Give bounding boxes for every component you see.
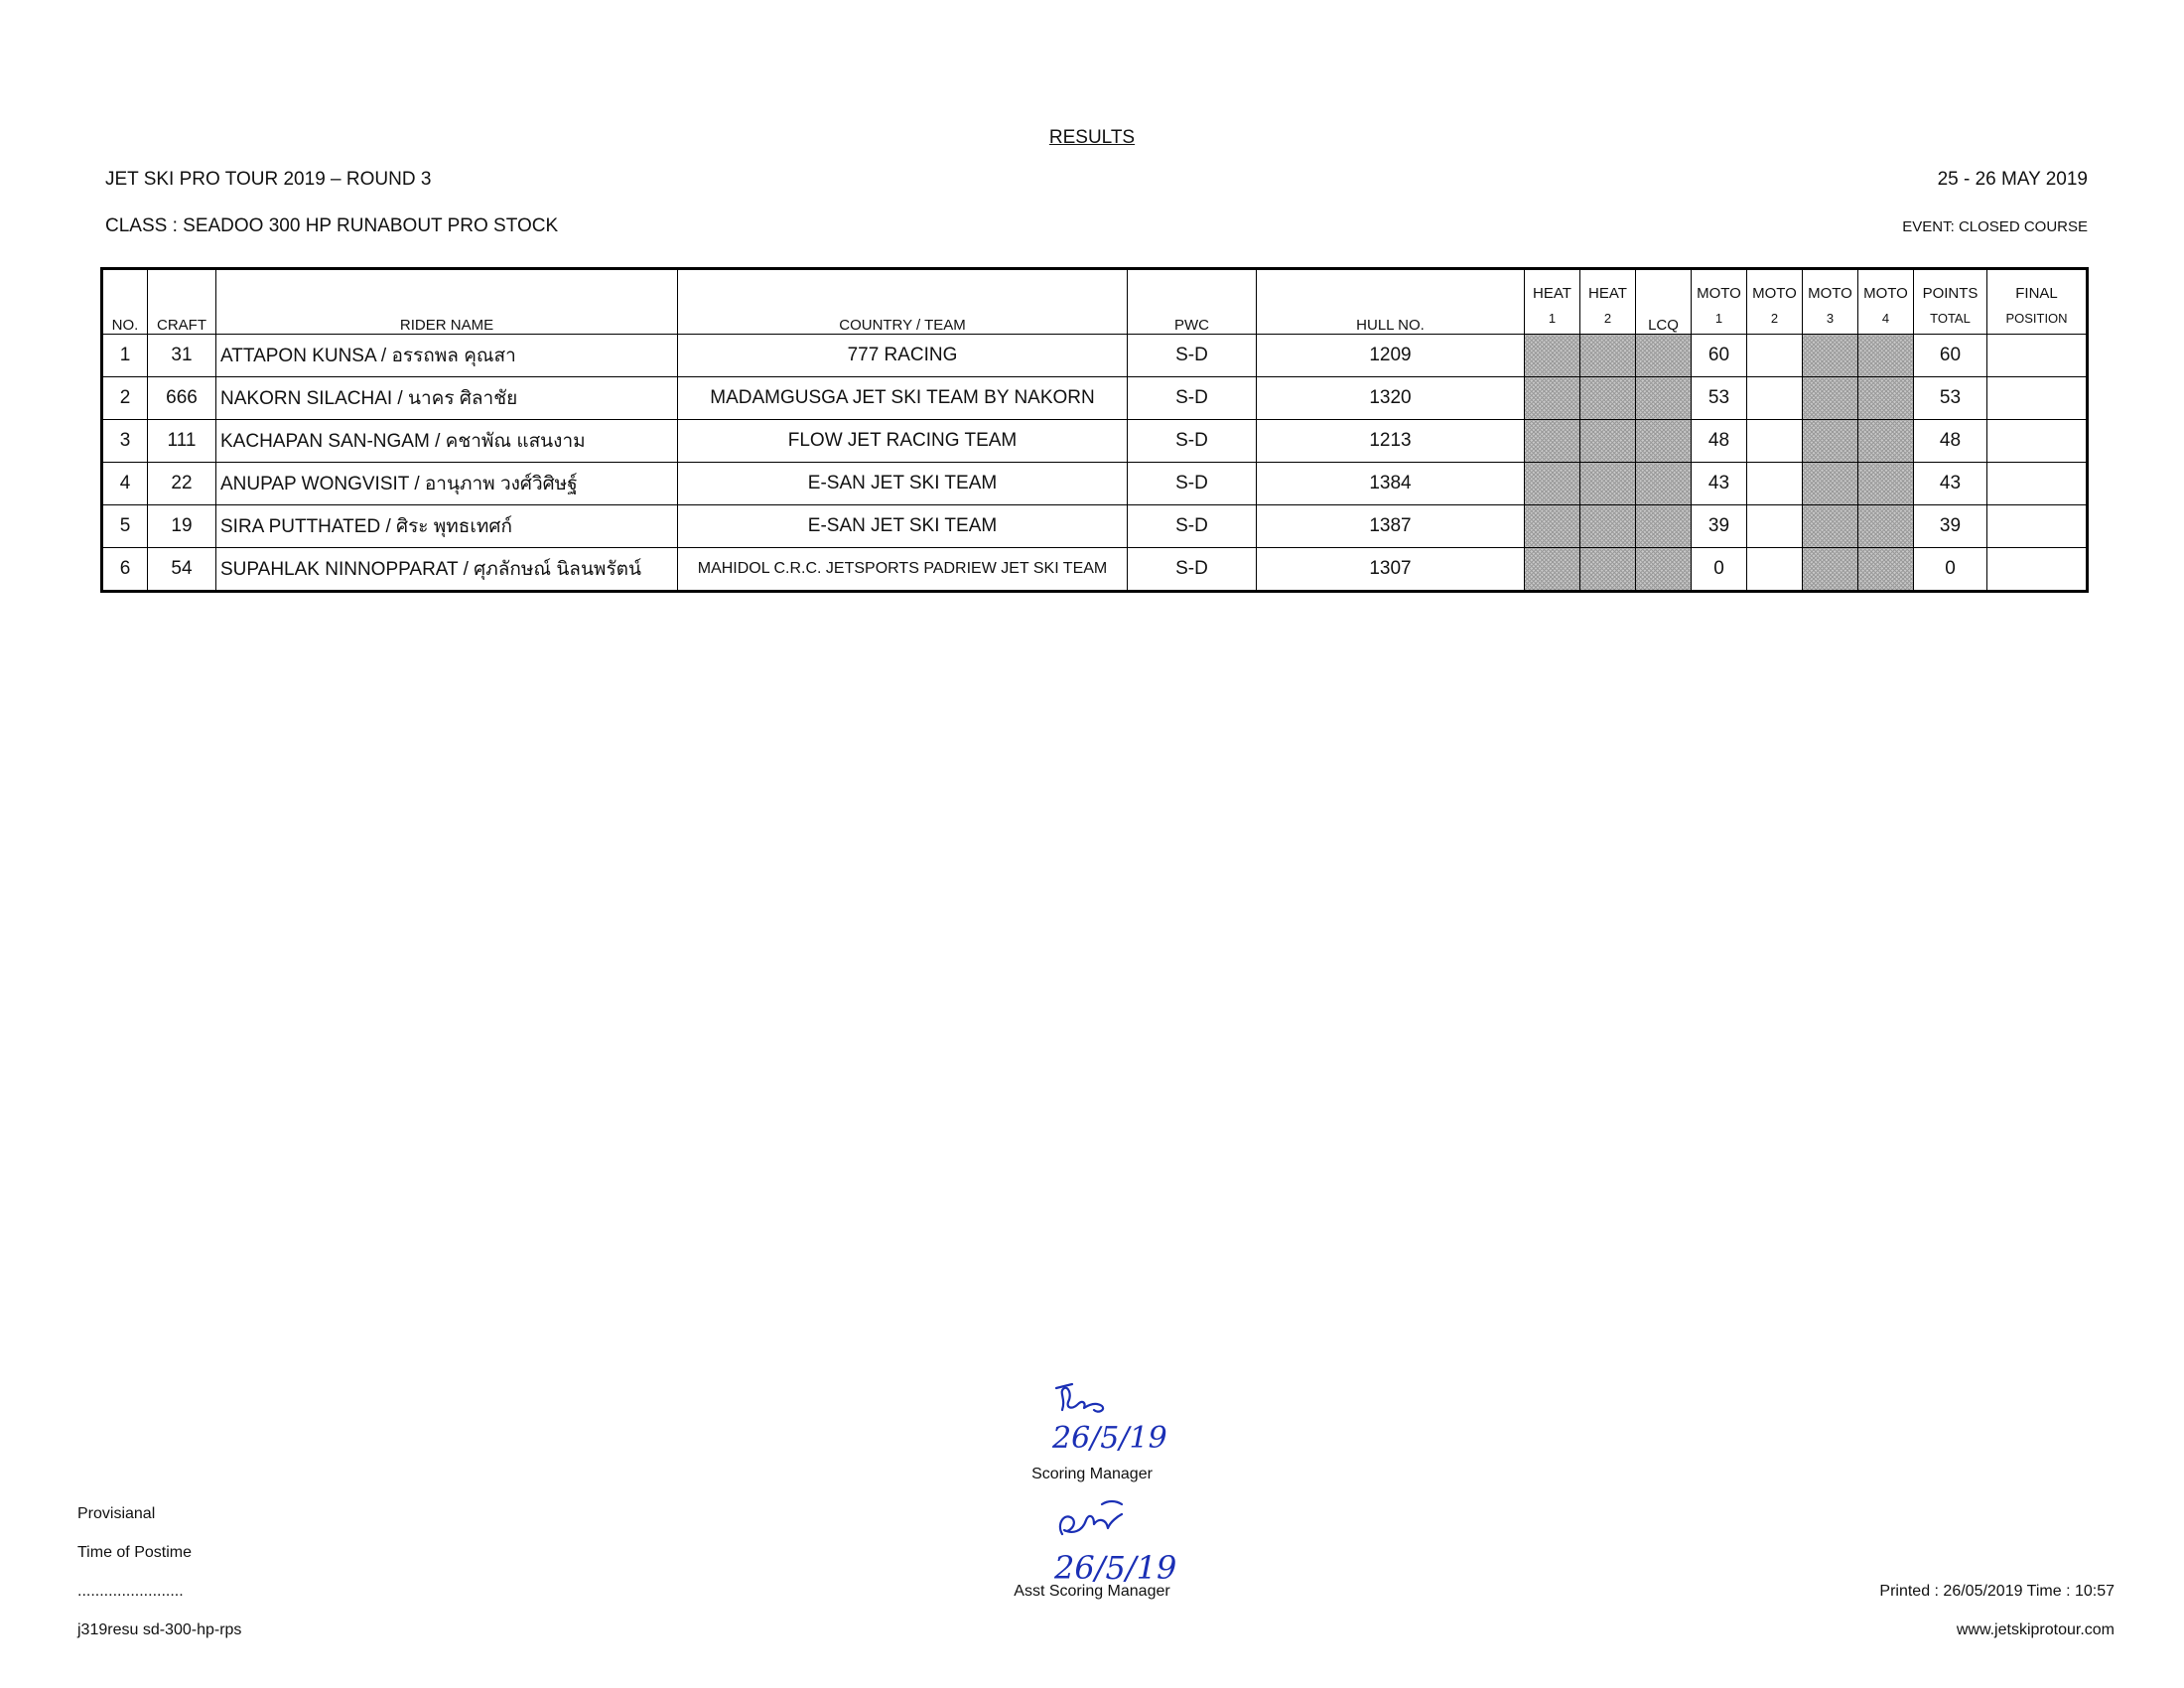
- header-lcq: LCQ: [1636, 269, 1692, 335]
- table-row: [102, 335, 2088, 377]
- asst-scoring-manager-signature: [1042, 1494, 1181, 1589]
- cell-no: 5: [102, 505, 148, 548]
- cell-moto2: [1747, 548, 1803, 592]
- header-country-team: COUNTRY / TEAM: [678, 269, 1128, 335]
- header-points: POINTS: [1914, 269, 1987, 303]
- header-heat2: HEAT: [1580, 269, 1636, 303]
- cell-hull: 1320: [1257, 377, 1525, 420]
- cell-heat2-shaded: [1580, 377, 1636, 420]
- cell-craft: 19: [148, 505, 216, 548]
- cell-lcq-shaded: [1636, 335, 1692, 377]
- cell-no: 4: [102, 463, 148, 505]
- posting-time-blank: ........................: [77, 1583, 184, 1600]
- cell-moto3-shaded: [1803, 548, 1858, 592]
- header-moto3-num: 3: [1803, 302, 1858, 335]
- header-craft: CRAFT: [148, 269, 216, 335]
- cell-heat2-shaded: [1580, 505, 1636, 548]
- header-pwc: PWC: [1128, 269, 1257, 335]
- cell-moto4-shaded: [1858, 335, 1914, 377]
- cell-rider-name: ATTAPON KUNSA / อรรถพล คุณสา: [216, 335, 678, 377]
- cell-team: E-SAN JET SKI TEAM: [678, 463, 1128, 505]
- cell-craft: 22: [148, 463, 216, 505]
- cell-no: 1: [102, 335, 148, 377]
- cell-lcq-shaded: [1636, 463, 1692, 505]
- header-heat2-num: 2: [1580, 302, 1636, 335]
- cell-hull: 1307: [1257, 548, 1525, 592]
- cell-moto1: 39: [1692, 505, 1747, 548]
- header-final: FINAL: [1987, 269, 2088, 303]
- class-name: CLASS : SEADOO 300 HP RUNABOUT PRO STOCK: [105, 215, 559, 236]
- website-url: www.jetskiprotour.com: [1956, 1621, 2115, 1638]
- event-dates: 25 - 26 MAY 2019: [1937, 169, 2088, 190]
- cell-rider-name: KACHAPAN SAN-NGAM / คชาพัณ แสนงาม: [216, 420, 678, 463]
- cell-craft: 111: [148, 420, 216, 463]
- cell-lcq-shaded: [1636, 420, 1692, 463]
- cell-points: 0: [1914, 548, 1987, 592]
- cell-craft: 31: [148, 335, 216, 377]
- cell-moto4-shaded: [1858, 377, 1914, 420]
- cell-moto4-shaded: [1858, 420, 1914, 463]
- signature2-date: 26/5/19: [1054, 1549, 1177, 1587]
- table-row: [102, 420, 2088, 463]
- cell-moto4-shaded: [1858, 463, 1914, 505]
- cell-moto3-shaded: [1803, 335, 1858, 377]
- cell-no: 3: [102, 420, 148, 463]
- header-heat1: HEAT: [1525, 269, 1580, 303]
- cell-rider-name: ANUPAP WONGVISIT / อานุภาพ วงศ์วิศิษฐ์: [216, 463, 678, 505]
- table-row: [102, 463, 2088, 505]
- header-moto4: MOTO: [1858, 269, 1914, 303]
- cell-team: E-SAN JET SKI TEAM: [678, 505, 1128, 548]
- header-heat1-num: 1: [1525, 302, 1580, 335]
- cell-moto1: 0: [1692, 548, 1747, 592]
- cell-lcq-shaded: [1636, 548, 1692, 592]
- table-row: [102, 505, 2088, 548]
- provisional-label: Provisianal: [77, 1505, 156, 1522]
- event-name: JET SKI PRO TOUR 2019 – ROUND 3: [105, 169, 432, 190]
- file-code: j319resu sd-300-hp-rps: [77, 1621, 242, 1638]
- cell-craft: 54: [148, 548, 216, 592]
- header-no: NO.: [102, 269, 148, 335]
- cell-moto2: [1747, 505, 1803, 548]
- cell-moto2: [1747, 420, 1803, 463]
- cell-final: [1987, 335, 2088, 377]
- cell-hull: 1209: [1257, 335, 1525, 377]
- table-row: [102, 548, 2088, 592]
- cell-heat1-shaded: [1525, 377, 1580, 420]
- cell-final: [1987, 377, 2088, 420]
- cell-final: [1987, 463, 2088, 505]
- cell-pwc: S-D: [1128, 377, 1257, 420]
- header-moto2: MOTO: [1747, 269, 1803, 303]
- cell-moto4-shaded: [1858, 548, 1914, 592]
- cell-heat2-shaded: [1580, 463, 1636, 505]
- cell-moto1: 53: [1692, 377, 1747, 420]
- cell-heat2-shaded: [1580, 548, 1636, 592]
- cell-points: 60: [1914, 335, 1987, 377]
- cell-heat2-shaded: [1580, 420, 1636, 463]
- cell-moto3-shaded: [1803, 420, 1858, 463]
- page-title: RESULTS: [1048, 127, 1136, 148]
- header-hull-no: HULL NO.: [1257, 269, 1525, 335]
- cell-points: 48: [1914, 420, 1987, 463]
- cell-craft: 666: [148, 377, 216, 420]
- header-moto2-num: 2: [1747, 302, 1803, 335]
- cell-heat1-shaded: [1525, 420, 1580, 463]
- cell-lcq-shaded: [1636, 505, 1692, 548]
- scoring-manager-label: Scoring Manager: [1031, 1466, 1153, 1482]
- cell-final: [1987, 505, 2088, 548]
- cell-moto1: 48: [1692, 420, 1747, 463]
- header-moto3: MOTO: [1803, 269, 1858, 303]
- cell-rider-name: SUPAHLAK NINNOPPARAT / ศุภลักษณ์ นิลนพรัตน์: [216, 548, 678, 592]
- scoring-manager-signature: [1032, 1380, 1171, 1470]
- cell-no: 6: [102, 548, 148, 592]
- cell-points: 43: [1914, 463, 1987, 505]
- cell-pwc: S-D: [1128, 463, 1257, 505]
- cell-pwc: S-D: [1128, 335, 1257, 377]
- cell-moto2: [1747, 463, 1803, 505]
- cell-lcq-shaded: [1636, 377, 1692, 420]
- cell-final: [1987, 420, 2088, 463]
- cell-points: 39: [1914, 505, 1987, 548]
- cell-heat2-shaded: [1580, 335, 1636, 377]
- cell-team: MAHIDOL C.R.C. JETSPORTS PADRIEW JET SKI TEAM: [678, 548, 1128, 592]
- event-type: EVENT: CLOSED COURSE: [1902, 218, 2088, 235]
- time-of-posting-label: Time of Postime: [77, 1544, 192, 1561]
- cell-moto1: 43: [1692, 463, 1747, 505]
- header-points-total: TOTAL: [1914, 302, 1987, 335]
- cell-team: FLOW JET RACING TEAM: [678, 420, 1128, 463]
- asst-scoring-manager-label: Asst Scoring Manager: [1014, 1583, 1170, 1600]
- header-final-position: POSITION: [1987, 302, 2088, 335]
- cell-moto4-shaded: [1858, 505, 1914, 548]
- header-rider-name: RIDER NAME: [216, 269, 678, 335]
- cell-pwc: S-D: [1128, 420, 1257, 463]
- cell-moto3-shaded: [1803, 377, 1858, 420]
- cell-team: 777 RACING: [678, 335, 1128, 377]
- cell-points: 53: [1914, 377, 1987, 420]
- signature1-date: 26/5/19: [1052, 1421, 1167, 1456]
- cell-heat1-shaded: [1525, 548, 1580, 592]
- cell-heat1-shaded: [1525, 505, 1580, 548]
- cell-moto2: [1747, 335, 1803, 377]
- cell-rider-name: NAKORN SILACHAI / นาคร ศิลาชัย: [216, 377, 678, 420]
- cell-rider-name: SIRA PUTTHATED / ศิระ พุทธเทศก์: [216, 505, 678, 548]
- cell-hull: 1213: [1257, 420, 1525, 463]
- cell-final: [1987, 548, 2088, 592]
- header-moto4-num: 4: [1858, 302, 1914, 335]
- header-moto1: MOTO: [1692, 269, 1747, 303]
- cell-heat1-shaded: [1525, 463, 1580, 505]
- cell-hull: 1384: [1257, 463, 1525, 505]
- cell-moto2: [1747, 377, 1803, 420]
- cell-pwc: S-D: [1128, 548, 1257, 592]
- cell-moto3-shaded: [1803, 505, 1858, 548]
- cell-moto1: 60: [1692, 335, 1747, 377]
- results-table: [100, 267, 2089, 593]
- cell-moto3-shaded: [1803, 463, 1858, 505]
- cell-no: 2: [102, 377, 148, 420]
- header-moto1-num: 1: [1692, 302, 1747, 335]
- cell-pwc: S-D: [1128, 505, 1257, 548]
- cell-hull: 1387: [1257, 505, 1525, 548]
- cell-heat1-shaded: [1525, 335, 1580, 377]
- printed-timestamp: Printed : 26/05/2019 Time : 10:57: [1879, 1583, 2115, 1600]
- cell-team: MADAMGUSGA JET SKI TEAM BY NAKORN: [678, 377, 1128, 420]
- table-row: [102, 377, 2088, 420]
